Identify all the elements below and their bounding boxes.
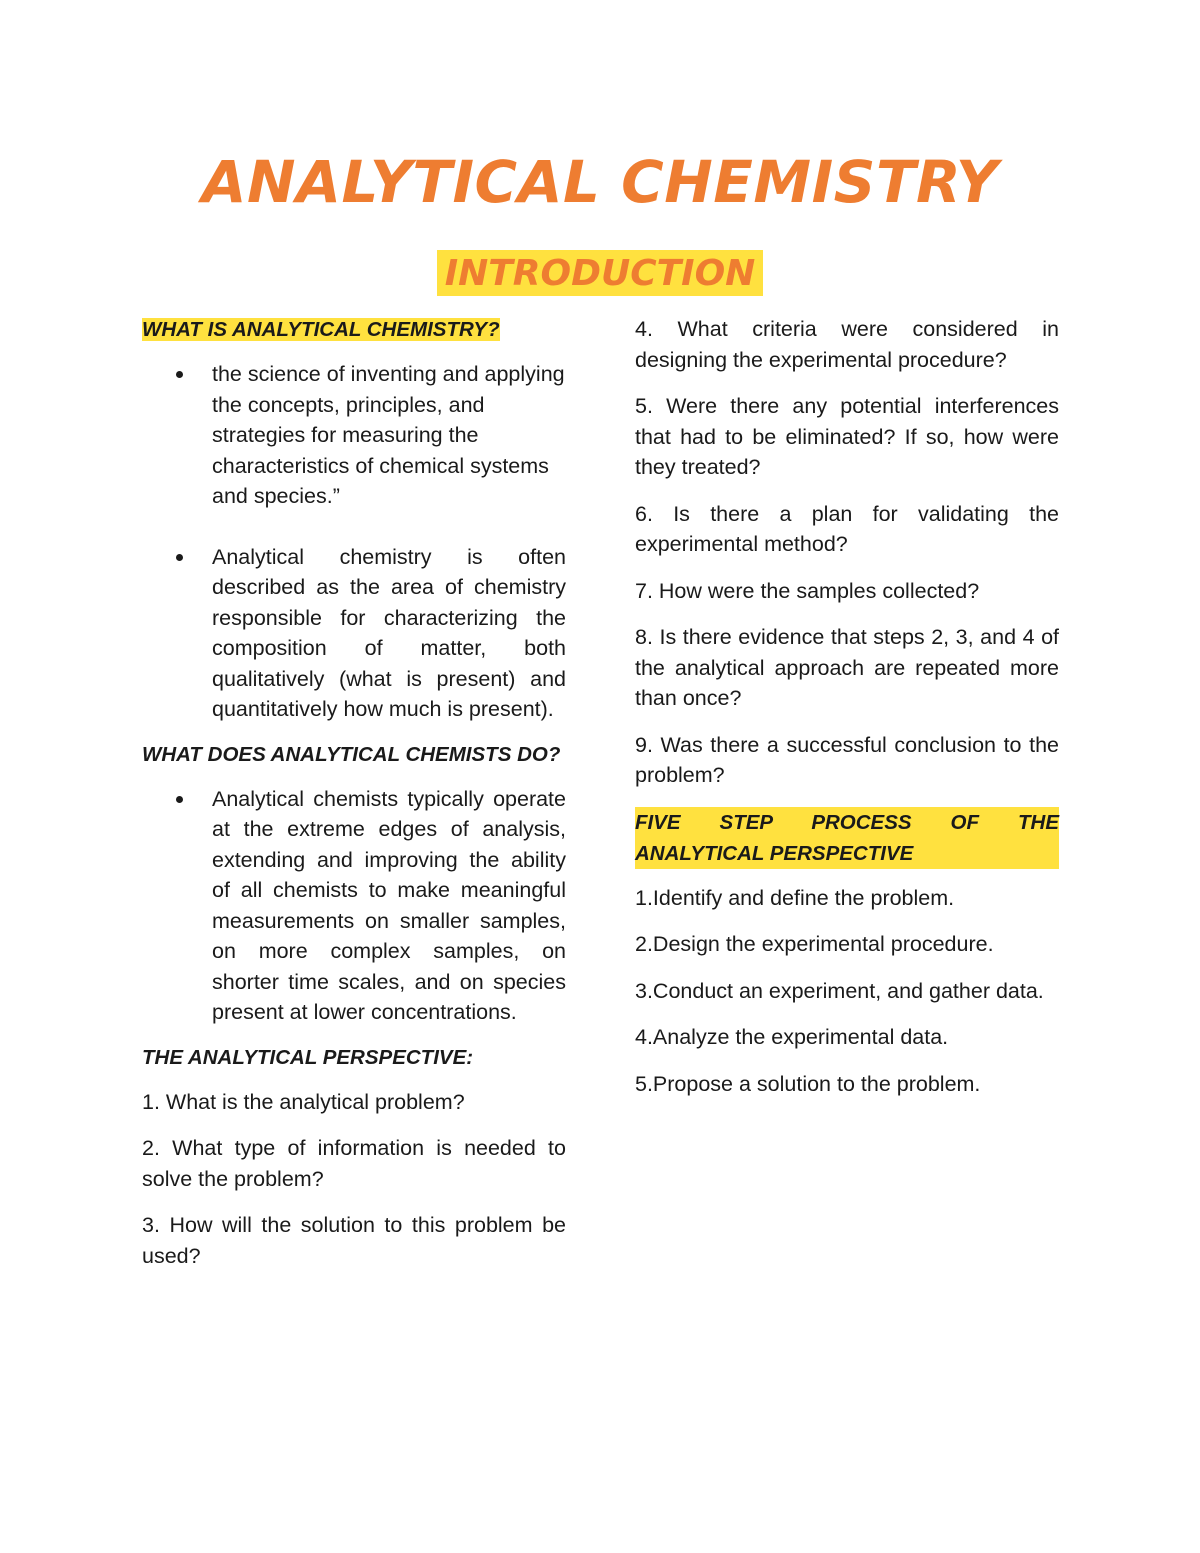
- page-subtitle: INTRODUCTION: [437, 250, 764, 296]
- bullet-text: the science of inventing and applying the concepts, principles, and strategies for measuring the characteristics of chemical systems and species.”: [212, 362, 565, 508]
- question-item: 6. Is there a plan for validating the experimental method?: [635, 501, 1059, 556]
- bullet-list-definition: [142, 359, 566, 725]
- list-item: [142, 359, 566, 512]
- question-item: 7. How were the samples collected?: [635, 578, 980, 603]
- right-column: [635, 314, 1059, 1115]
- question-item: 9. Was there a successful conclusion to the problem?: [635, 732, 1059, 787]
- question-item: 2. What type of information is needed to solve the problem?: [142, 1136, 566, 1191]
- question-item: 8. Is there evidence that steps 2, 3, and 4 of the analytical approach are repeated more than once?: [635, 625, 1059, 710]
- list-item: [142, 542, 566, 725]
- left-column: [142, 314, 566, 1287]
- step-item: 3.Conduct an experiment, and gather data.: [635, 978, 1044, 1003]
- question-item: 4. What criteria were considered in designing the experimental procedure?: [635, 317, 1059, 372]
- heading-highlight: WHAT IS ANALYTICAL CHEMISTRY?: [142, 318, 500, 341]
- step-item: 1.Identify and define the problem.: [635, 885, 955, 910]
- subtitle-wrap: [0, 250, 1200, 296]
- bullet-icon: [176, 796, 183, 803]
- step-item: 2.Design the experimental procedure.: [635, 932, 994, 956]
- page-title: ANALYTICAL CHEMISTRY: [201, 148, 999, 216]
- step-item: 4.Analyze the experimental data.: [635, 1025, 949, 1049]
- section-heading-perspective: THE ANALYTICAL PERSPECTIVE:: [142, 1045, 474, 1069]
- bullet-icon: [176, 371, 183, 378]
- section-heading-five-step: FIVE STEP PROCESS OF THE ANALYTICAL PERSPECTIVE: [635, 807, 1059, 869]
- bullet-icon: [176, 554, 183, 561]
- section-heading-what-is: [142, 314, 566, 345]
- bullet-list-chemists: [142, 784, 566, 1028]
- question-item: 1. What is the analytical problem?: [142, 1089, 465, 1114]
- bullet-text: Analytical chemists typically operate at the extreme edges of analysis, extending and improving the ability of all chemists to make meaningful measurements on smaller samples, on more complex samples, on shorter time scales, and on species present at lower concentrations.: [212, 786, 566, 1024]
- section-heading-what-does: WHAT DOES ANALYTICAL CHEMISTS DO?: [142, 742, 561, 766]
- question-item: 3. How will the solution to this problem be used?: [142, 1213, 566, 1268]
- step-item: 5.Propose a solution to the problem.: [635, 1071, 981, 1096]
- question-item: 5. Were there any potential interferences that had to be eliminated? If so, how were they treated?: [635, 394, 1059, 479]
- list-item: [142, 784, 566, 1028]
- bullet-text: Analytical chemistry is often described as the area of chemistry responsible for characterizing the composition of matter, both qualitatively (what is present) and quantitatively how much is present).: [212, 544, 566, 721]
